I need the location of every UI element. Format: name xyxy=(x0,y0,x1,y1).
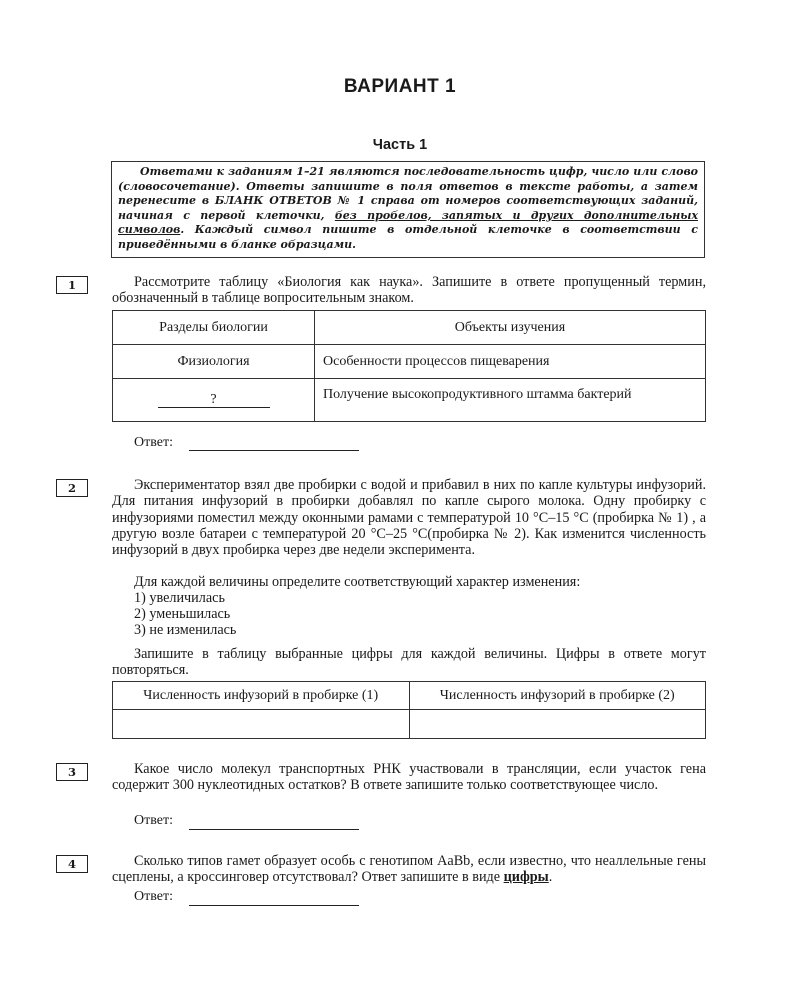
answer-cell-1[interactable] xyxy=(113,710,410,739)
task-3-text xyxy=(112,761,706,794)
table-row xyxy=(113,379,706,422)
table-header-cell: Объекты изучения xyxy=(315,311,706,345)
table-cell: Физиология xyxy=(113,345,315,379)
task-number-1: 1 xyxy=(56,276,88,294)
answer-field-3[interactable] xyxy=(189,828,359,830)
task-2-instruction-text: Запишите в таблицу выбранные цифры для каждой величины. Цифры в ответе могут повторяться. xyxy=(112,646,706,679)
task-2-answer-table xyxy=(112,681,706,739)
answer-label-1: Ответ: xyxy=(134,435,173,450)
option-item: 2) уменьшилась xyxy=(134,606,231,622)
task-2-prompt: Для каждой величины определите соответствующий характер изменения: xyxy=(134,574,581,590)
missing-term-blank[interactable]: ? xyxy=(158,393,270,408)
task-1-question: Рассмотрите таблицу «Биология как наука». Запишите в ответе пропущенный термин, обозначенный в таблице вопросительным знаком. xyxy=(112,274,706,307)
answer-field-4[interactable] xyxy=(189,904,359,906)
task-3-question: Какое число молекул транспортных РНК участвовали в трансляции, если участок гена содержит 300 нуклеотидных остатков? В ответе запишите только соответствующее число. xyxy=(112,761,706,794)
task-1-table xyxy=(112,310,706,422)
answer-field-1[interactable] xyxy=(189,449,359,451)
answer-label-3: Ответ: xyxy=(134,813,173,828)
table-cell: Получение высокопродуктивного штамма бактерий xyxy=(315,379,706,422)
table-header-cell: Численность инфузорий в пробирке (1) xyxy=(113,682,410,710)
part-title: Часть 1 xyxy=(372,137,428,153)
answer-label-4: Ответ: xyxy=(134,889,173,904)
table-row xyxy=(113,710,706,739)
instructions-box xyxy=(111,161,705,258)
task-2-instruction xyxy=(112,646,706,679)
variant-title: ВАРИАНТ 1 xyxy=(343,76,457,97)
task-4-question: Сколько типов гамет образует особь с генотипом AaBb, если известно, что неаллельные гены сцеплены, а кроссинговер отсутствовал? Ответ запишите в виде xyxy=(112,853,706,886)
instructions-underlined: без пробелов, запятых и других дополнительных символов xyxy=(118,208,698,237)
task-4-emphasis: цифры xyxy=(503,869,549,886)
table-header-row xyxy=(113,682,706,710)
task-number-3: 3 xyxy=(56,763,88,781)
task-4-text-end: . xyxy=(548,869,553,886)
table-header-row xyxy=(113,311,706,345)
option-item: 3) не изменилась xyxy=(134,622,237,638)
task-2-text xyxy=(112,477,706,558)
table-row xyxy=(113,345,706,379)
task-number-2: 2 xyxy=(56,479,88,497)
instructions-text-end: . Каждый символ пишите в отдельной клеточке в соответствии с приведёнными в бланке образцами. xyxy=(118,223,698,251)
task-number-4: 4 xyxy=(56,855,88,873)
table-cell xyxy=(113,379,315,422)
option-item: 1) увеличилась xyxy=(134,590,225,606)
task-2-question: Экспериментатор взял две пробирки с водой и прибавил в них по капле культуры инфузорий. Для питания инфузорий в пробирки добавлял по капле сырого молока. Одну пробирку с инфузориями поместил между оконными рамами с температурой 10 °C–15 °C (пробирка № 1) , а другую возле батареи с температурой 20 °C–25 °C(пробирка № 2). Как изменится численность инфузорий в двух пробирка через две недели эксперимента. xyxy=(112,477,706,559)
task-1-text xyxy=(112,274,706,307)
answer-cell-2[interactable] xyxy=(409,710,706,739)
instructions-text: Ответами к заданиям 1–21 являются последовательность цифр, число или слово (словосочетание). Ответы запишите в поля ответов в тексте работы, а затем перенесите в БЛАНК ОТВЕТОВ № 1 справа от номеров соответствующих заданий, начиная с первой клеточки, xyxy=(118,165,698,222)
task-4-text xyxy=(112,853,706,886)
table-header-cell: Разделы биологии xyxy=(113,311,315,345)
table-cell: Особенности процессов пищеварения xyxy=(315,345,706,379)
table-header-cell: Численность инфузорий в пробирке (2) xyxy=(409,682,706,710)
